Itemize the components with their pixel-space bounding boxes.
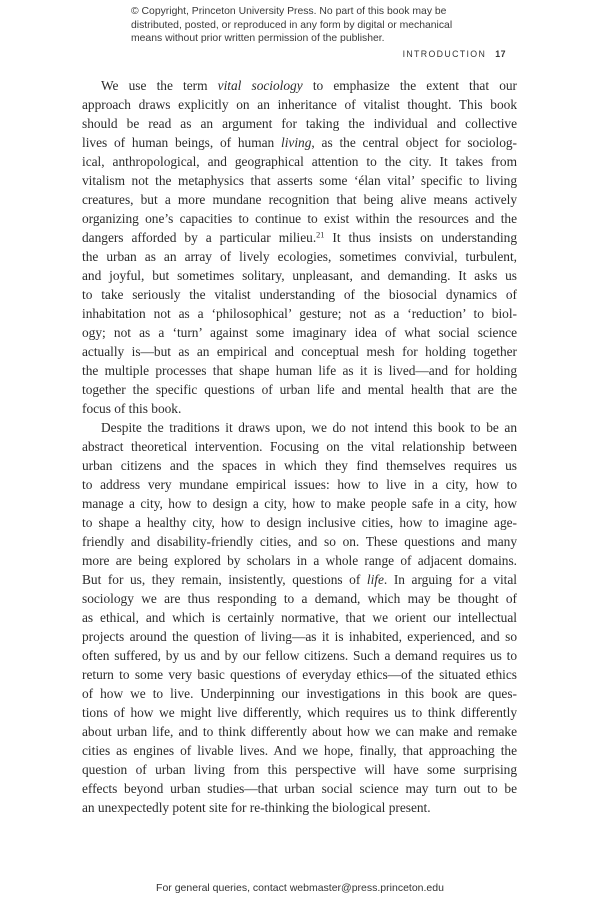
text-line: manage a city, how to design a city, how to make people safe in a city, how xyxy=(82,495,517,511)
text-segment: to emphasize the extent that our xyxy=(302,77,517,93)
text-segment: It thus insists on understanding xyxy=(324,229,517,245)
text-line: ical, anthropological, and geographical attention to the city. It takes from xyxy=(82,153,517,169)
footnote-reference[interactable]: 21 xyxy=(316,229,325,239)
text-line: urban citizens and the spaces in which they find themselves requires us xyxy=(82,457,517,473)
text-segment: , as the central object for sociolog- xyxy=(311,134,517,150)
text-line: often suffered, by us and by our fellow citizens. Such a demand requires us to xyxy=(82,647,517,663)
text-segment: dangers afforded by a particular milieu. xyxy=(82,229,317,245)
text-line: the urban as an array of lively ecologies, sometimes convivial, turbulent, xyxy=(82,248,517,264)
copyright-line: distributed, posted, or reproduced in any form by digital or mechanical xyxy=(131,19,453,31)
text-line: cities as engines of livable lives. And we hope, finally, that approaching the xyxy=(82,742,517,758)
text-line: return to some very basic questions of everyday ethics—of the situated ethics xyxy=(82,666,517,682)
text-line: together the specific questions of urban life and mental health that are the xyxy=(82,381,517,397)
text-line xyxy=(82,228,517,247)
page-number: 17 xyxy=(495,49,506,59)
text-segment: lives of human beings, of human xyxy=(82,134,282,150)
paragraph xyxy=(82,76,517,418)
emphasis-term: vital sociology xyxy=(217,77,303,93)
text-line: the multiple processes that shape human life as it is lived—and for holding xyxy=(82,362,517,378)
text-segment: We use the term xyxy=(101,77,218,93)
text-line: more are being explored by scholars in a whole range of adjacent domains. xyxy=(82,552,517,568)
text-line xyxy=(82,570,517,589)
copyright-line: © Copyright, Princeton University Press. No part of this book may be xyxy=(131,6,447,17)
text-line: question of urban living from this perspective will have some surprising xyxy=(82,761,517,777)
text-line: tions of how we might live differently, which requires us to think differently xyxy=(82,704,517,720)
text-line: creatures, but a more mundane recognition that being alive means actively xyxy=(82,191,517,207)
footer-contact: For general queries, contact webmaster@press.princeton.edu xyxy=(156,882,444,894)
running-head xyxy=(403,47,506,61)
text-segment: But for us, they remain, insistently, questions of xyxy=(82,571,367,587)
text-line: ogy; not as a ‘turn’ against some imaginary idea of what social science xyxy=(82,324,517,340)
text-line: abstract theoretical intervention. Focusing on the vital relationship between xyxy=(82,438,517,454)
text-line xyxy=(82,133,517,152)
text-line: vitalism not the metaphysics that asserts some ‘élan vital’ specific to living xyxy=(82,172,517,188)
copyright-notice xyxy=(131,5,531,46)
text-line: to shape a healthy city, how to design inclusive cities, how to imagine age- xyxy=(82,514,517,530)
text-line: about urban life, and to think differently about how we can make and remake xyxy=(82,723,517,739)
text-line: friendly and disability-friendly cities, and so on. These questions and many xyxy=(82,533,517,549)
text-line xyxy=(82,76,517,95)
text-line: effects beyond urban studies—that urban social science may turn out to be xyxy=(82,780,517,796)
paragraph xyxy=(82,418,517,817)
text-line: of how we to live. Underpinning our investigations in this book are ques- xyxy=(82,685,517,701)
text-line: should be read as an argument for taking the individual and collective xyxy=(82,115,517,131)
text-line: to take seriously the vitalist understanding of the biosocial dynamics of xyxy=(82,286,517,302)
text-line: as ethical, and which is certainly normative, that we orient our intellectual xyxy=(82,609,517,625)
chapter-title: INTRODUCTION xyxy=(402,49,487,59)
body-text xyxy=(82,76,517,817)
text-line: focus of this book. xyxy=(82,400,182,416)
text-line: actually is—but as an empirical and conceptual mesh for holding together xyxy=(82,343,517,359)
emphasis-term: life xyxy=(366,571,384,587)
text-line: to address very mundane empirical issues: how to live in a city, how to xyxy=(82,476,517,492)
text-line: an unexpectedly potent site for re-thinking the biological present. xyxy=(82,799,431,815)
emphasis-term: living xyxy=(281,134,312,150)
text-line: inhabitation not as a ‘philosophical’ gesture; not as a ‘reduction’ to biol- xyxy=(82,305,517,321)
text-segment: . In arguing for a vital xyxy=(383,571,517,587)
text-line: Despite the traditions it draws upon, we do not intend this book to be an xyxy=(101,419,517,435)
text-line: projects around the question of living—as it is inhabited, experienced, and so xyxy=(82,628,517,644)
text-line: approach draws explicitly on an inheritance of vitalist thought. This book xyxy=(82,96,517,112)
copyright-line: means without prior written permission of the publisher. xyxy=(131,33,385,45)
text-line: organizing one’s capacities to continue to exist within the resources and the xyxy=(82,210,517,226)
text-line: and joyful, but sometimes solitary, unpleasant, and demanding. It asks us xyxy=(82,267,517,283)
text-line: sociology we are thus responding to a demand, which may be thought of xyxy=(82,590,517,606)
